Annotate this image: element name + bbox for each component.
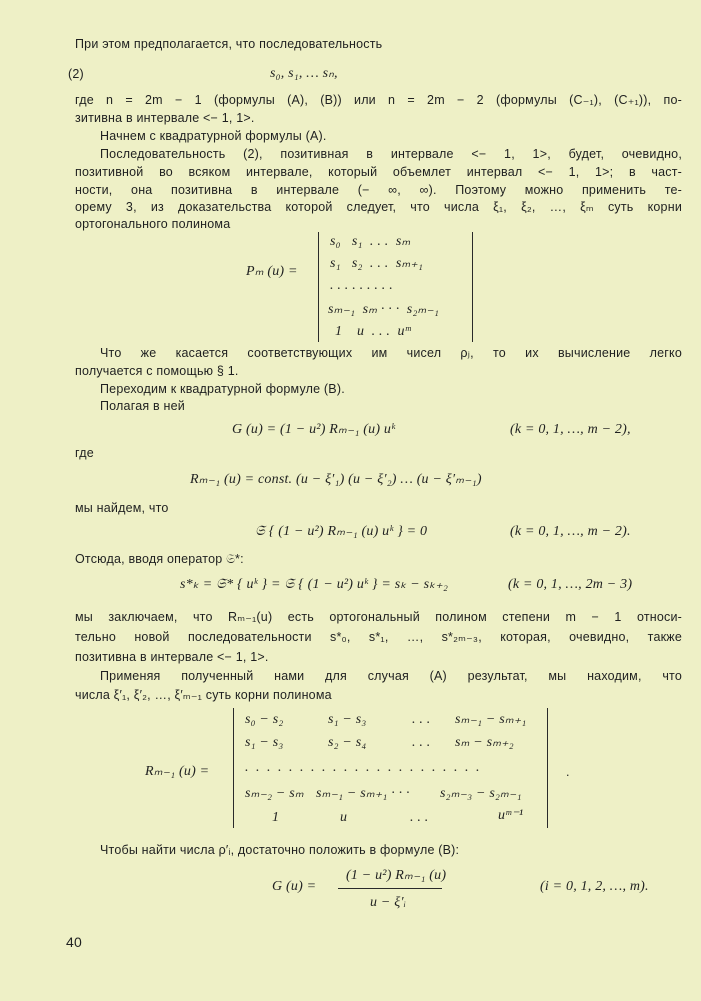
determinant-bar-right: [472, 232, 473, 342]
determinant-cell: u: [340, 810, 348, 825]
text-line: получается с помощью § 1.: [75, 364, 239, 378]
equation-r: Rₘ₋₁ (u) = const. (u − ξ′₁) (u − ξ′₂) … (u − ξ′ₘ₋₁): [190, 472, 482, 487]
text-line: Переходим к квадратурной формуле (B).: [100, 382, 345, 396]
equation-s-star: s*ₖ = 𝔖* { uᵏ } = 𝔖 { (1 − u²) uᵏ } = sₖ − sₖ₊₂: [180, 577, 449, 592]
text-line: зитивна в интервале <− 1, 1>.: [75, 111, 255, 125]
text-line: позитивна в интервале <− 1, 1>.: [75, 650, 269, 664]
text-line: где: [75, 446, 94, 460]
determinant-cell: . . .: [412, 735, 431, 750]
text-line: Полагая в ней: [100, 399, 185, 413]
equation-s-star-condition: (k = 0, 1, …, 2m − 3): [508, 577, 633, 592]
equation-label: (2): [68, 67, 84, 81]
text-line: мы найдем, что: [75, 501, 169, 515]
determinant-row: s₁ s₂ . . . sₘ₊₁: [330, 256, 424, 271]
equation-2: s₀, s₁, … sₙ,: [270, 66, 338, 81]
determinant-cell: s₁ − s₃: [328, 712, 367, 727]
determinant-row: s₀ s₁ . . . sₘ: [330, 234, 411, 249]
text-line: где n = 2m − 1 (формулы (A), (B)) или n = 2m − 2 (формулы (C₋₁), (C₊₁)), по-: [75, 93, 682, 107]
text-line: ности, она позитивна в интервале (− ∞, ∞). Поэтому можно применить те-: [75, 183, 682, 197]
determinant-cell: s₀ − s₂: [245, 712, 284, 727]
determinant-cell: . . .: [412, 712, 431, 727]
text-line: тельно новой последовательности s*₀, s*₁, …, s*₂ₘ₋₃, которая, очевидно, также: [75, 630, 682, 644]
page-number: 40: [66, 934, 82, 950]
determinant-p-lhs: Pₘ (u) =: [246, 264, 298, 279]
text-line: Что же касается соответствующих им чисел ρⱼ, то их вычисление легко: [100, 346, 682, 360]
determinant-r-lhs: Rₘ₋₁ (u) =: [145, 764, 210, 779]
text-line: Отсюда, вводя оператор 𝔖*:: [75, 552, 244, 566]
text-line: числа ξ′₁, ξ′₂, …, ξ′ₘ₋₁ суть корни полинома: [75, 688, 332, 702]
text-line: Последовательность (2), позитивная в интервале <− 1, 1>, будет, очевидно,: [100, 147, 682, 161]
equation-s-condition: (k = 0, 1, …, m − 2).: [510, 524, 631, 539]
text-line: Начнем с квадратурной формулы (A).: [100, 129, 327, 143]
determinant-cell: s₂ₘ₋₃ − s₂ₘ₋₁: [440, 786, 522, 801]
determinant-cell: 1: [272, 810, 280, 825]
determinant-row: 1 u . . . uᵐ: [335, 324, 411, 339]
determinant-cell: sₘ − sₘ₊₂: [455, 735, 514, 750]
fraction-numerator: (1 − u²) Rₘ₋₁ (u): [346, 868, 447, 883]
determinant-row: . . . . . . . . .: [330, 278, 393, 293]
text-line: позитивной во всяком интервале, который объемлет интервал <− 1, 1>; в част-: [75, 165, 682, 179]
text-line: ортогонального полинома: [75, 217, 231, 231]
equation-s: 𝔖 { (1 − u²) Rₘ₋₁ (u) uᵏ } = 0: [255, 524, 428, 539]
determinant-bar-right: [547, 708, 548, 828]
text-line: мы заключаем, что Rₘ₋₁(u) есть ортогональный полином степени m − 1 относи-: [75, 610, 682, 624]
text-line: Применяя полученный нами для случая (A) результат, мы находим, что: [100, 669, 682, 683]
determinant-row: . . . . . . . . . . . . . . . . . . . . . .: [245, 760, 482, 775]
determinant-cell: sₘ₋₂ − sₘ: [245, 786, 304, 801]
determinant-cell: uᵐ⁻¹: [498, 808, 524, 823]
text-line: При этом предполагается, что последовательность: [75, 37, 383, 51]
determinant-bar-left: [233, 708, 234, 828]
determinant-cell: s₂ − s₄: [328, 735, 367, 750]
fraction-lhs: G (u) =: [272, 879, 317, 894]
determinant-cell: sₘ₋₁ − sₘ₊₁: [455, 712, 527, 727]
text-line: орему 3, из доказательства которой следует, что числа ξ₁, ξ₂, …, ξₘ суть корни: [75, 200, 682, 214]
determinant-cell: . . .: [410, 810, 429, 825]
equation-g: G (u) = (1 − u²) Rₘ₋₁ (u) uᵏ: [232, 422, 396, 437]
determinant-cell: s₁ − s₃: [245, 735, 284, 750]
determinant-bar-left: [318, 232, 319, 342]
fraction-condition: (i = 0, 1, 2, …, m).: [540, 879, 649, 894]
determinant-row: sₘ₋₁ sₘ · · · s₂ₘ₋₁: [328, 302, 440, 317]
determinant-cell: sₘ₋₁ − sₘ₊₁ · · ·: [316, 786, 410, 801]
determinant-period: .: [566, 765, 570, 779]
fraction-bar: [338, 888, 442, 889]
equation-g-condition: (k = 0, 1, …, m − 2),: [510, 422, 631, 437]
text-line: Чтобы найти числа ρ′ᵢ, достаточно положить в формуле (B):: [100, 843, 460, 857]
fraction-denominator: u − ξ′ᵢ: [370, 895, 407, 910]
